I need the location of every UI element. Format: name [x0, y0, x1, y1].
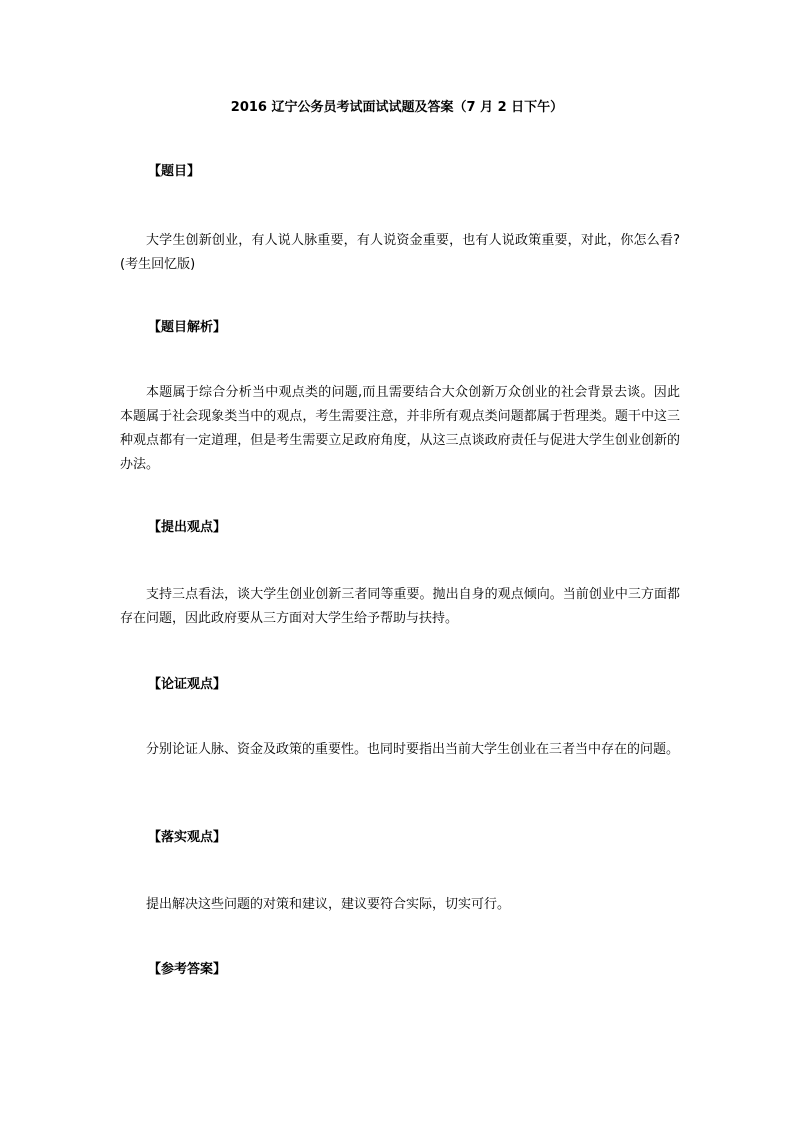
section-heading-question: 【题目】	[148, 164, 201, 179]
section-heading-analysis: 【题目解析】	[148, 320, 227, 335]
section-heading-implementation: 【落实观点】	[148, 830, 227, 845]
document-title: 2016 辽宁公务员考试面试试题及答案（7 月 2 日下午）	[230, 100, 564, 115]
section-body-implementation: 提出解决这些问题的对策和建议，建议要符合实际，切实可行。	[146, 897, 511, 912]
section-body-viewpoint: 支持三点看法，谈大学生创业创新三者同等重要。抛出自身的观点倾向。当前创业中三方面都存在问题，因此政府要从三方面对大学生给予帮助与扶持。	[120, 587, 680, 626]
section-body-question: 大学生创新创业，有人说人脉重要，有人说资金重要，也有人说政策重要，对此，你怎么看?(考生回忆版)	[120, 233, 680, 272]
section-heading-reference-answer: 【参考答案】	[148, 962, 227, 977]
section-heading-argument: 【论证观点】	[148, 677, 227, 692]
section-body-argument: 分别论证人脉、资金及政策的重要性。也同时要指出当前大学生创业在三者当中存在的问题。	[146, 742, 680, 757]
section-heading-viewpoint: 【提出观点】	[148, 520, 227, 535]
section-body-analysis: 本题属于综合分析当中观点类的问题,而且需要结合大众创新万众创业的社会背景去谈。因此本题属于社会现象类当中的观点，考生需要注意，并非所有观点类问题都属于哲理类。题干中这三种观点都有一定道理，但是考生需要立足政府角度，从这三点谈政府责任与促进大学生创业创新的办法。	[120, 385, 680, 472]
